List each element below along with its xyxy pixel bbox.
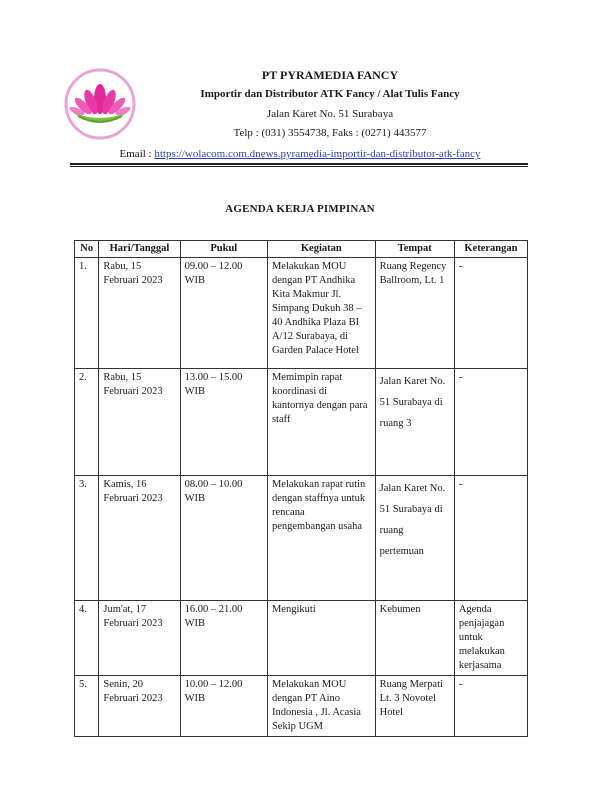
table-row: [75, 601, 528, 676]
cell-hari-tanggal: Senin, 20 Februari 2023: [99, 676, 180, 737]
cell-no: 1.: [75, 258, 99, 369]
cell-kegiatan: Melakukan rapat rutin dengan staffnya untuk rencana pengembangan usaha: [267, 476, 375, 601]
cell-kegiatan: Memimpin rapat koordinasi di kantornya dengan para staff: [267, 369, 375, 476]
cell-no: 2.: [75, 369, 99, 476]
table-row: [75, 258, 528, 369]
table-row: [75, 676, 528, 737]
cell-pukul: 09.00 – 12.00 WIB: [180, 258, 267, 369]
column-header-no: No: [75, 241, 99, 258]
column-header-pukul: Pukul: [180, 241, 267, 258]
column-header-keterangan: Keterangan: [454, 241, 527, 258]
cell-pukul: 10.00 – 12.00 WIB: [180, 676, 267, 737]
cell-keterangan: -: [454, 258, 527, 369]
cell-tempat: Ruang Regency Ballroom, Lt. 1: [375, 258, 454, 369]
lotus-flower-icon: [62, 66, 138, 142]
company-phone: Telp : (031) 3554738, Faks : (0271) 443577: [233, 127, 427, 139]
company-address: Jalan Karet No. 51 Surabaya: [266, 108, 394, 120]
agenda-table: [74, 240, 528, 737]
cell-kegiatan: Melakukan MOU dengan PT Aino Indonesia , Jl. Acasia Sekip UGM: [267, 676, 375, 737]
cell-hari-tanggal: Rabu, 15 Februari 2023: [99, 258, 180, 369]
cell-tempat: Kebumen: [375, 601, 454, 676]
cell-kegiatan: Mengikuti: [267, 601, 375, 676]
letterhead-divider-thin: [70, 166, 528, 167]
table-row: [75, 476, 528, 601]
cell-hari-tanggal: Jum'at, 17 Februari 2023: [99, 601, 180, 676]
cell-keterangan: -: [454, 369, 527, 476]
cell-kegiatan: Melakukan MOU dengan PT Andhika Kita Makmur Jl. Simpang Dukuh 38 – 40 Andhika Plaza BI A/12 Surabaya, di Garden Palace Hotel: [267, 258, 375, 369]
cell-pukul: 13.00 – 15.00 WIB: [180, 369, 267, 476]
letterhead-divider: [70, 163, 528, 165]
cell-no: 3.: [75, 476, 99, 601]
email-label: Email :: [119, 148, 155, 160]
column-header-tempat: Tempat: [375, 241, 454, 258]
column-header-hari-tanggal: Hari/Tanggal: [99, 241, 180, 258]
cell-no: 4.: [75, 601, 99, 676]
cell-hari-tanggal: Rabu, 15 Februari 2023: [99, 369, 180, 476]
page-title: AGENDA KERJA PIMPINAN: [225, 203, 375, 215]
column-header-kegiatan: Kegiatan: [267, 241, 375, 258]
email-line: [0, 148, 600, 160]
company-tagline: Importir dan Distributor ATK Fancy / Alat Tulis Fancy: [200, 88, 460, 100]
cell-tempat: Ruang Merpati Lt. 3 Novotel Hotel: [375, 676, 454, 737]
cell-tempat: Jalan Karet No. 51 Surabaya di ruang pertemuan: [375, 476, 454, 601]
cell-keterangan: -: [454, 476, 527, 601]
cell-pukul: 16.00 – 21.00 WIB: [180, 601, 267, 676]
company-name: PT PYRAMEDIA FANCY: [261, 68, 399, 82]
cell-pukul: 08.00 – 10.00 WIB: [180, 476, 267, 601]
cell-hari-tanggal: Kamis, 16 Februari 2023: [99, 476, 180, 601]
cell-no: 5.: [75, 676, 99, 737]
cell-keterangan: Agenda penjajagan untuk melakukan kerjasama: [454, 601, 527, 676]
table-row: [75, 369, 528, 476]
email-link[interactable]: https://wolacom.com.dnews.pyramedia-importir-dan-distributor-atk-fancy: [154, 148, 481, 160]
table-header-row: [75, 241, 528, 258]
cell-tempat: Jalan Karet No. 51 Surabaya di ruang 3: [375, 369, 454, 476]
cell-keterangan: -: [454, 676, 527, 737]
